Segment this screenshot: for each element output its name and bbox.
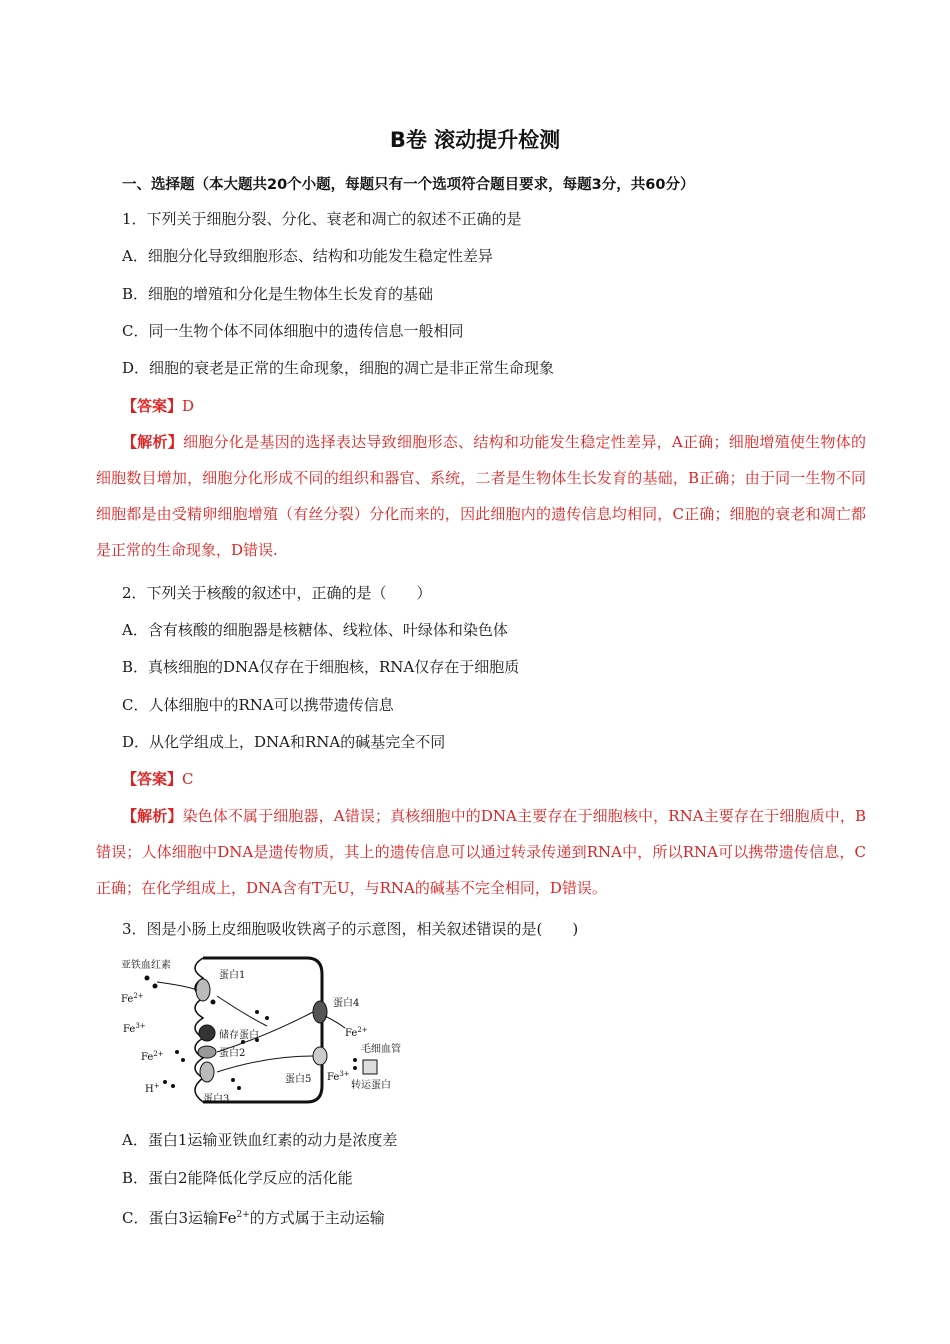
label-fe3-right: $Fe^{3+}$ (327, 1070, 350, 1083)
q1-option-d: D．细胞的衰老是正常的生命现象，细胞的凋亡是非正常生命现象 (122, 359, 555, 377)
label-fe2-mid: $Fe^{2+}$ (141, 1050, 164, 1063)
label-protein2: 蛋白2 (219, 1048, 246, 1059)
q2-stem: 2．下列关于核酸的叙述中，正确的是（ ） (122, 584, 432, 602)
protein4-shape (313, 1001, 327, 1023)
label-fe2-right: $Fe^{2+}$ (345, 1026, 368, 1039)
label-h: H+ (145, 1082, 160, 1095)
label-protein5: 蛋白5 (285, 1074, 312, 1085)
q3-option-c-pre: C．蛋白3运输Fe (122, 1209, 237, 1227)
label-storage-protein: 储存蛋白 (219, 1030, 259, 1041)
q2-answer-tag: 【答案】 (122, 770, 183, 788)
q2-option-d: D．从化学组成上，DNA和RNA的碱基完全不同 (122, 733, 446, 751)
q3-option-c-post: 的方式属于主动运输 (249, 1209, 385, 1227)
storage-protein-shape (199, 1025, 215, 1041)
q1-analysis (96, 424, 866, 568)
q2-analysis-tag: 【解析】 (122, 807, 183, 825)
q2-answer (122, 769, 194, 789)
q3-option-a: A．蛋白1运输亚铁血红素的动力是浓度差 (122, 1131, 398, 1149)
label-protein3: 蛋白3 (203, 1094, 230, 1105)
protein1-shape (196, 979, 210, 1001)
iron-absorption-diagram (117, 956, 407, 1106)
protein2-shape (198, 1046, 216, 1058)
label-capillary: 毛细血管 (361, 1044, 401, 1055)
q3-option-b: B．蛋白2能降低化学反应的活化能 (122, 1169, 353, 1187)
label-heme: 亚铁血红素 (121, 960, 171, 971)
q2-option-c: C．人体细胞中的RNA可以携带遗传信息 (122, 696, 394, 714)
q1-answer-value: D (182, 397, 195, 415)
label-fe2-top: $Fe^{2+}$ (121, 992, 144, 1005)
q2-answer-value: C (182, 770, 194, 788)
label-protein4: 蛋白4 (333, 998, 360, 1009)
page-title: B卷 滚动提升检测 (389, 128, 561, 152)
q1-option-a: A．细胞分化导致细胞形态、结构和功能发生稳定性差异 (122, 247, 493, 265)
q3-option-c-sup: 2+ (236, 1210, 250, 1220)
q1-option-b: B．细胞的增殖和分化是生物体生长发育的基础 (122, 285, 434, 303)
q1-option-c: C．同一生物个体不同体细胞中的遗传信息一般相同 (122, 322, 464, 340)
label-protein1: 蛋白1 (219, 970, 246, 981)
label-transport-protein: 转运蛋白 (351, 1080, 391, 1091)
transport-protein-shape (363, 1060, 377, 1074)
q1-stem: 1．下列关于细胞分裂、分化、衰老和凋亡的叙述不正确的是 (122, 210, 522, 228)
q1-analysis-tag: 【解析】 (122, 433, 184, 451)
q2-analysis-text: 染色体不属于细胞器，A错误；真核细胞中的DNA主要存在于细胞核中，RNA主要存在于细胞质中，B错误；人体细胞中DNA是遗传物质，其上的遗传信息可以通过转录传递到RNA中，所以RNA可以携带遗传信息，C正确；在化学组成上，DNA含有T无U，与RNA的碱基不完全相同，D错误。 (96, 807, 866, 897)
protein3-shape (200, 1062, 214, 1082)
q3-stem: 3．图是小肠上皮细胞吸收铁离子的示意图，相关叙述错误的是( ) (122, 920, 579, 938)
q2-analysis (96, 798, 866, 906)
protein5-shape (313, 1047, 327, 1065)
q2-option-b: B．真核细胞的DNA仅存在于细胞核，RNA仅存在于细胞质 (122, 658, 520, 676)
q2-option-a: A．含有核酸的细胞器是核糖体、线粒体、叶绿体和染色体 (122, 621, 508, 639)
label-fe3-left: $Fe^{3+}$ (123, 1022, 146, 1035)
q1-analysis-text: 细胞分化是基因的选择表达导致细胞形态、结构和功能发生稳定性差异，A正确；细胞增殖使生物体的细胞数目增加，细胞分化形成不同的组织和器官、系统，二者是生物体生长发育的基础，B正确；由于同一生物不同细胞都是由受精卵细胞增殖（有丝分裂）分化而来的，因此细胞内的遗传信息均相同，C正确；细胞的衰老和凋亡都是正常的生命现象，D错误. (96, 433, 866, 559)
q1-answer-tag: 【答案】 (122, 397, 183, 415)
q3-option-c (122, 1205, 385, 1228)
section-header: 一、选择题（本大题共20个小题，每题只有一个选项符合题目要求，每题3分，共60分） (122, 177, 695, 193)
q1-answer (122, 396, 194, 416)
